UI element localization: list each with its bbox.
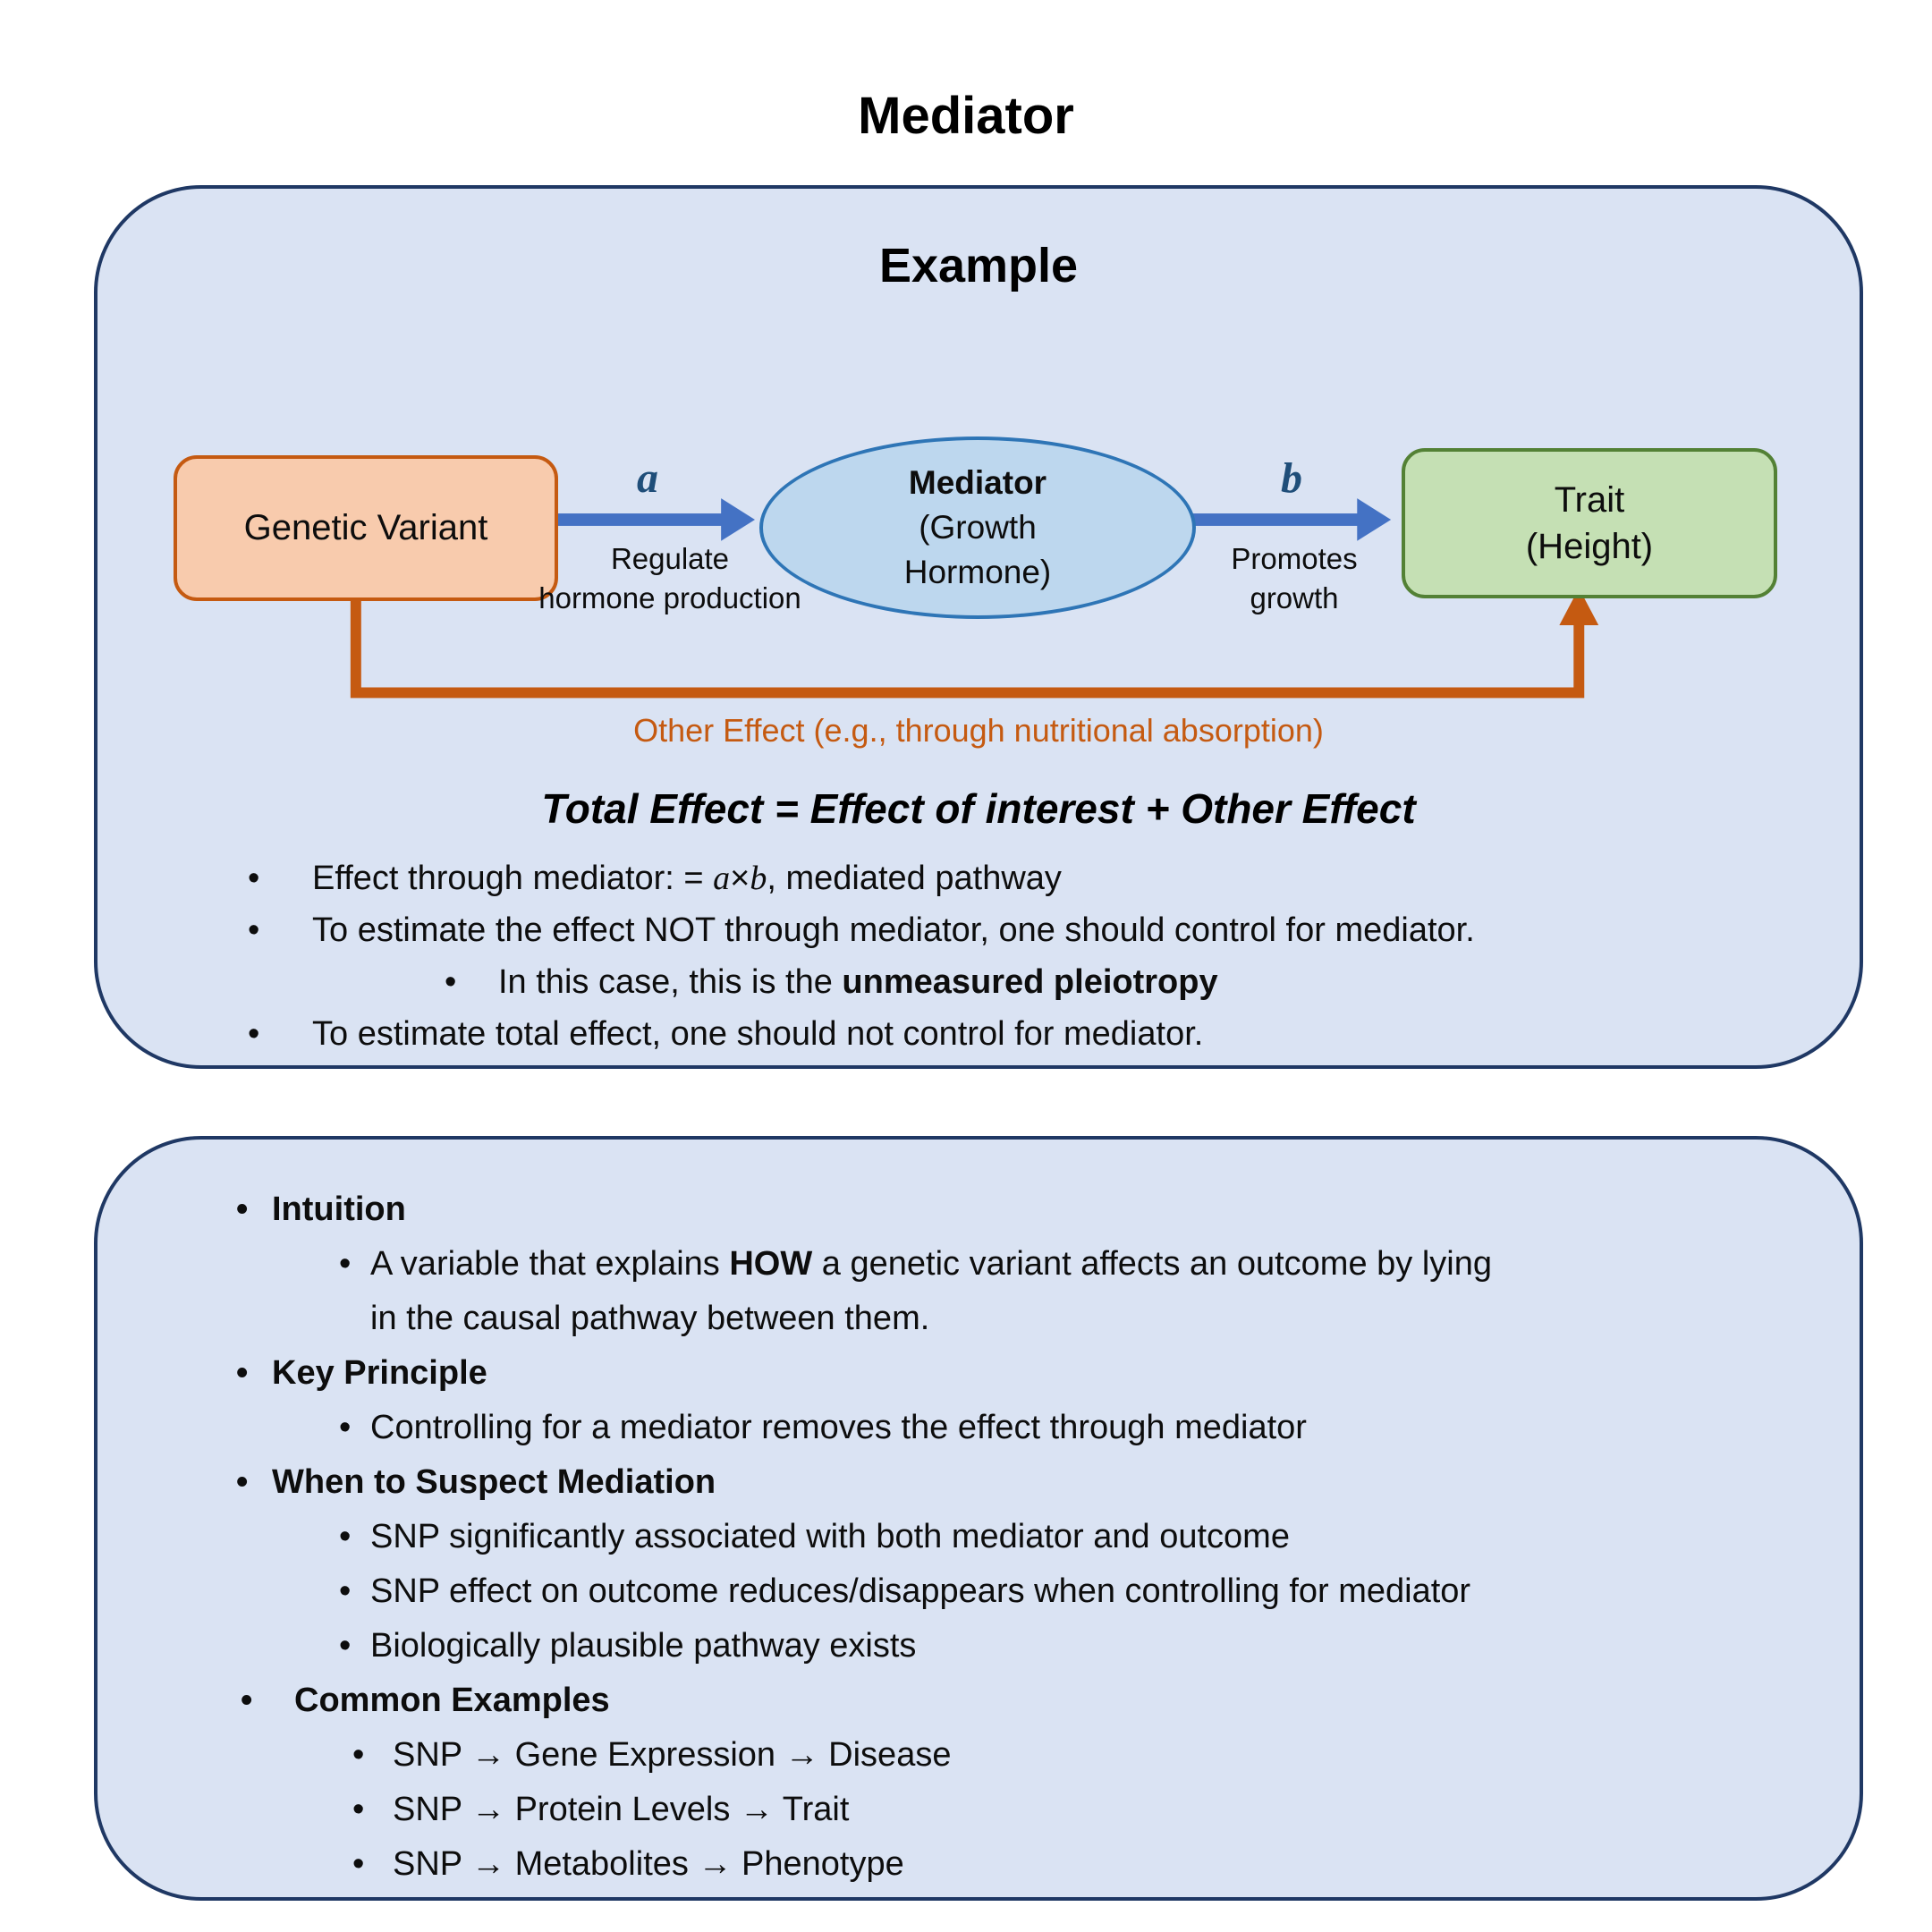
bullet-icon: • (248, 911, 260, 949)
bullet-text: in the causal pathway between them. (370, 1300, 930, 1337)
bullet-text: Biologically plausible pathway exists (370, 1627, 917, 1665)
mediator-node-line2: (Growth (919, 509, 1037, 546)
bullet-icon: • (352, 1845, 365, 1883)
trait-node-line1: Trait (1554, 480, 1625, 520)
heading-text: When to Suspect Mediation (272, 1463, 716, 1501)
bullet-text: To estimate the effect NOT through mediator, one should control for mediator. (312, 911, 1475, 949)
bullet-text: A variable that explains HOW a genetic variant affects an outcome by lying (370, 1245, 1492, 1283)
bullet-icon: • (339, 1245, 352, 1283)
list-item (352, 1783, 1806, 1837)
var-a: a (713, 860, 731, 897)
list-item-heading (236, 1455, 1806, 1510)
genetic-variant-label: Genetic Variant (243, 508, 488, 547)
list-item (339, 1564, 1806, 1619)
bullet-text: SNP → Protein Levels → Trait (393, 1791, 850, 1828)
bullet-icon: • (352, 1736, 365, 1774)
bullet-icon: • (248, 1015, 260, 1053)
bullet-icon: • (339, 1518, 352, 1555)
heading-text: Common Examples (294, 1682, 610, 1719)
bullet-text: SNP → Gene Expression → Disease (393, 1736, 952, 1774)
arrow-b-shape (1191, 498, 1391, 541)
bullet-text: To estimate total effect, one should not control for mediator. (312, 1015, 1204, 1053)
bullet-icon: • (445, 963, 457, 1001)
list-item (339, 1401, 1806, 1455)
path-b-caption-line2: growth (1250, 581, 1339, 614)
example-heading: Example (878, 239, 1079, 292)
list-item (352, 1728, 1806, 1783)
list-item (241, 904, 1788, 956)
page-title: Mediator (858, 87, 1074, 145)
list-item-heading (236, 1182, 1806, 1237)
list-item-continuation (370, 1292, 1806, 1346)
bullet-icon: • (248, 860, 260, 897)
trait-node (1402, 448, 1777, 598)
total-effect-equation: Total Effect = Effect of interest + Other Effect (541, 785, 1416, 832)
path-b-caption (1160, 539, 1428, 618)
path-a-label: a (637, 454, 658, 502)
list-item (352, 1837, 1806, 1892)
bullet-text: Effect through mediator: = a×b, mediated pathway (312, 860, 1062, 897)
trait-node-line2: (Height) (1525, 527, 1654, 566)
path-a-caption-line1: Regulate (610, 542, 730, 575)
bullet-icon: • (241, 1682, 253, 1719)
notes-bullet-list (236, 1182, 1806, 1892)
example-bullet-list (241, 852, 1788, 1060)
bullet-text: Controlling for a mediator removes the effect through mediator (370, 1409, 1307, 1446)
list-item (339, 1619, 1806, 1674)
list-item-heading (236, 1346, 1806, 1401)
bullet-icon: • (339, 1572, 352, 1610)
bullet-icon: • (352, 1791, 365, 1828)
mediator-node-line3: Hormone) (903, 554, 1052, 590)
list-item-heading (241, 1674, 1806, 1728)
bullet-text: SNP significantly associated with both mediator and outcome (370, 1518, 1290, 1555)
var-b: b (750, 860, 767, 897)
bullet-icon: • (236, 1191, 249, 1228)
list-item (437, 956, 1788, 1008)
notes-panel (94, 1136, 1863, 1901)
list-item (339, 1510, 1806, 1564)
example-panel (94, 185, 1863, 1069)
path-b-caption-line1: Promotes (1231, 542, 1358, 575)
genetic-variant-node (174, 455, 558, 601)
bullet-text: In this case, this is the unmeasured pleiotropy (498, 963, 1218, 1001)
bullet-icon: • (339, 1627, 352, 1665)
list-item (339, 1237, 1806, 1292)
list-item (241, 852, 1788, 904)
emphasis-unmeasured-pleiotropy: unmeasured pleiotropy (842, 963, 1218, 1001)
emphasis-how: HOW (729, 1245, 813, 1283)
bullet-icon: • (339, 1409, 352, 1446)
bullet-text: SNP → Metabolites → Phenotype (393, 1845, 904, 1883)
bullet-icon: • (236, 1463, 249, 1501)
arrow-a-shape (555, 498, 755, 541)
path-a-caption-line2: hormone production (538, 581, 801, 614)
mediator-node-title: Mediator (908, 464, 1047, 501)
heading-text: Intuition (272, 1191, 406, 1228)
path-b-label: b (1281, 454, 1302, 502)
bullet-text: SNP effect on outcome reduces/disappears when controlling for mediator (370, 1572, 1471, 1610)
mediator-node (759, 436, 1196, 619)
heading-text: Key Principle (272, 1354, 487, 1392)
other-effect-label: Other Effect (e.g., through nutritional absorption) (633, 712, 1324, 749)
bullet-icon: • (236, 1354, 249, 1392)
list-item (241, 1008, 1788, 1060)
